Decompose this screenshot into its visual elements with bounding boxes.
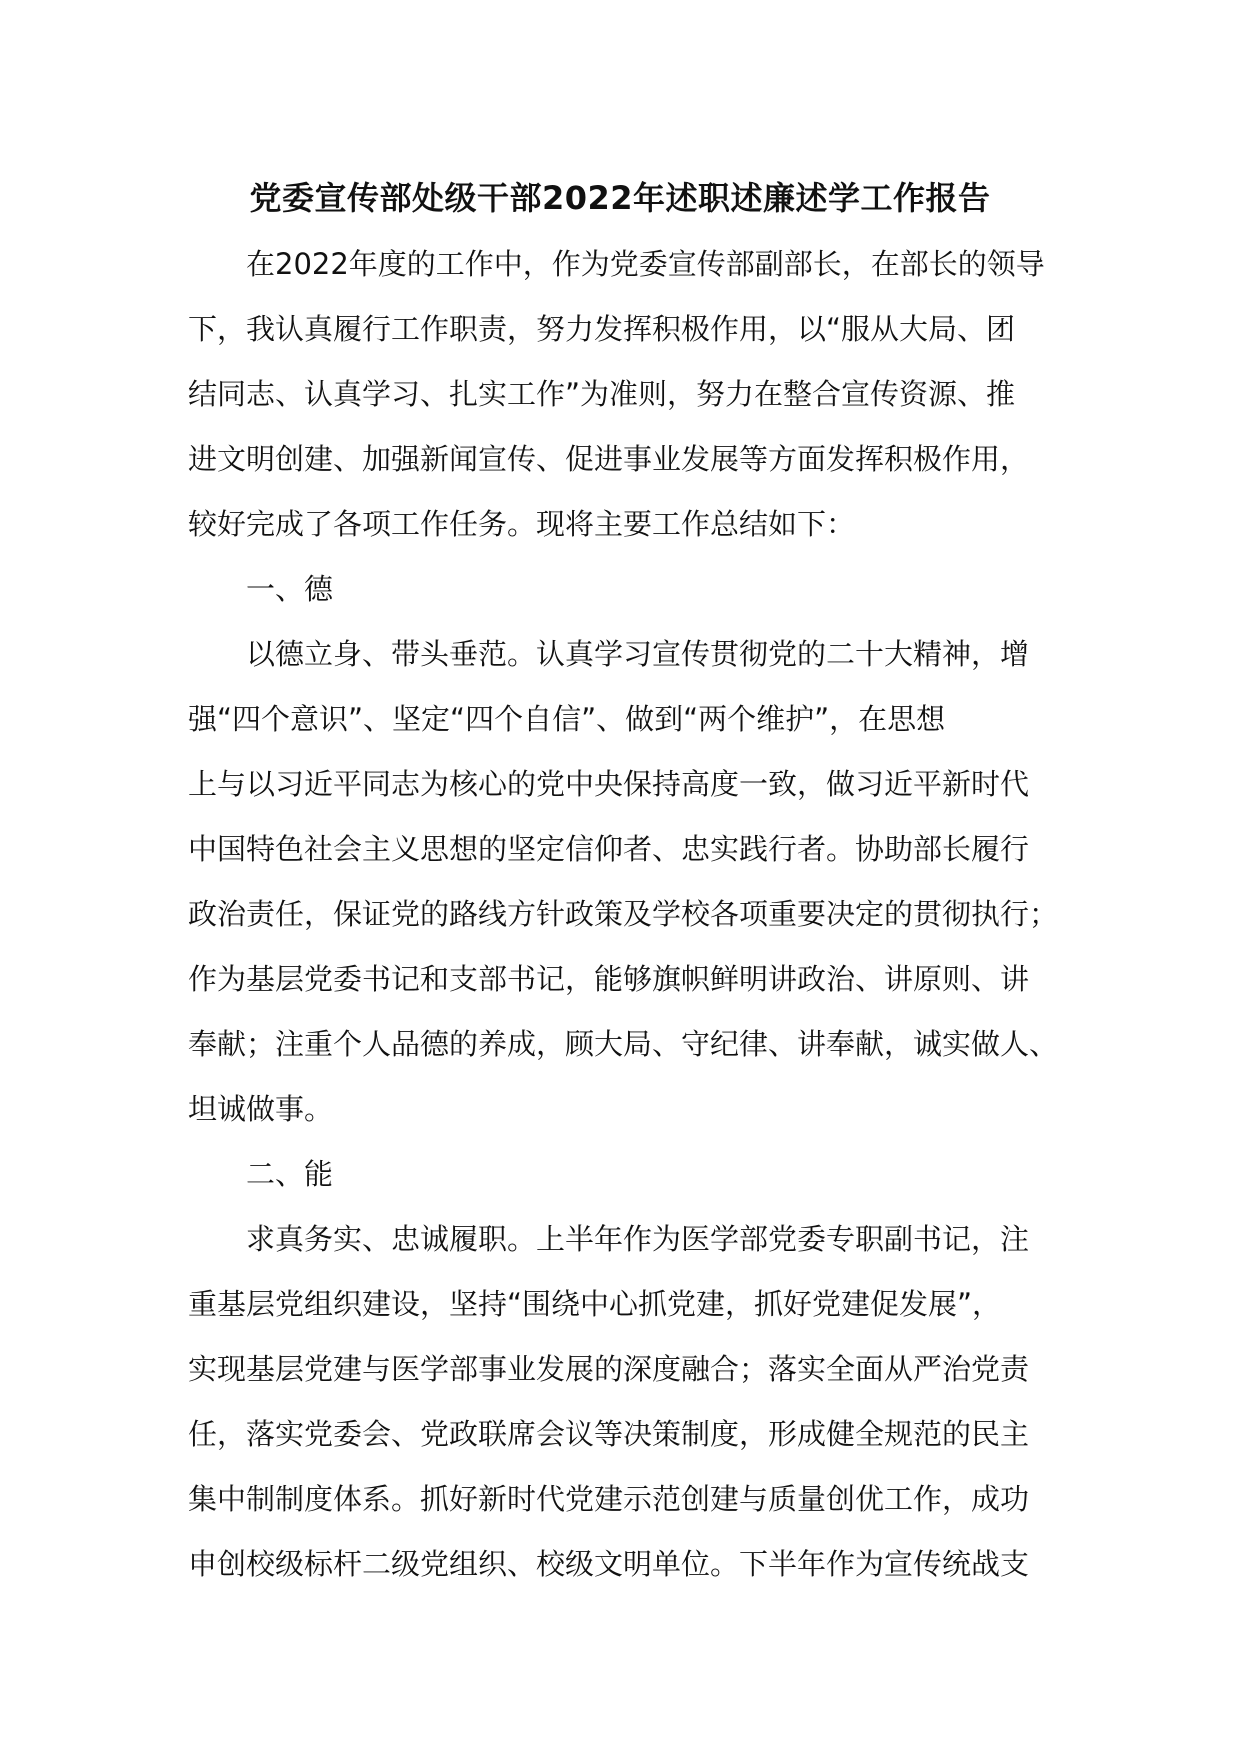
paragraph-line: 作为基层党委书记和支部书记，能够旗帜鲜明讲政治、讲原则、讲 xyxy=(188,962,1030,996)
paragraph-line: 坦诚做事。 xyxy=(188,1092,334,1126)
paragraph-line: 任，落实党委会、党政联席会议等决策制度，形成健全规范的民主 xyxy=(188,1417,1030,1451)
paragraph-line: 重基层党组织建设，坚持“围绕中心抓党建，抓好党建促发展”， xyxy=(188,1287,1002,1321)
paragraph-line: 以德立身、带头垂范。认真学习宣传贯彻党的二十大精神，增 xyxy=(246,637,1030,671)
paragraph-line: 奉献；注重个人品德的养成，顾大局、守纪律、讲奉献，诚实做人、 xyxy=(188,1027,1059,1061)
paragraph-line: 实现基层党建与医学部事业发展的深度融合；落实全面从严治党责 xyxy=(188,1352,1030,1386)
paragraph-line: 在2022年度的工作中，作为党委宣传部副部长，在部长的领导 xyxy=(246,247,1045,281)
paragraph-line: 申创校级标杆二级党组织、校级文明单位。下半年作为宣传统战支 xyxy=(188,1547,1030,1581)
document-title: 党委宣传部处级干部2022年述职述廉述学工作报告 xyxy=(249,179,991,217)
paragraph-line: 求真务实、忠诚履职。上半年作为医学部党委专职副书记，注 xyxy=(246,1222,1030,1256)
paragraph-line: 结同志、认真学习、扎实工作”为准则，努力在整合宣传资源、推 xyxy=(188,377,1016,411)
paragraph-line: 下，我认真履行工作职责，努力发挥积极作用，以“服从大局、团 xyxy=(188,312,1016,346)
section-heading-de: 一、德 xyxy=(246,572,334,606)
paragraph-line: 政治责任，保证党的路线方针政策及学校各项重要决定的贯彻执行； xyxy=(188,897,1059,931)
paragraph-line: 进文明创建、加强新闻宣传、促进事业发展等方面发挥积极作用， xyxy=(188,442,1030,476)
section-heading-neng: 二、能 xyxy=(246,1157,334,1191)
paragraph-line: 集中制制度体系。抓好新时代党建示范创建与质量创优工作，成功 xyxy=(188,1482,1030,1516)
paragraph-line: 中国特色社会主义思想的坚定信仰者、忠实践行者。协助部长履行 xyxy=(188,832,1030,866)
paragraph-line: 上与以习近平同志为核心的党中央保持高度一致，做习近平新时代 xyxy=(188,767,1030,801)
paragraph-line: 强“四个意识”、坚定“四个自信”、做到“两个维护”，在思想 xyxy=(188,702,946,736)
paragraph-line: 较好完成了各项工作任务。现将主要工作总结如下： xyxy=(188,507,856,541)
